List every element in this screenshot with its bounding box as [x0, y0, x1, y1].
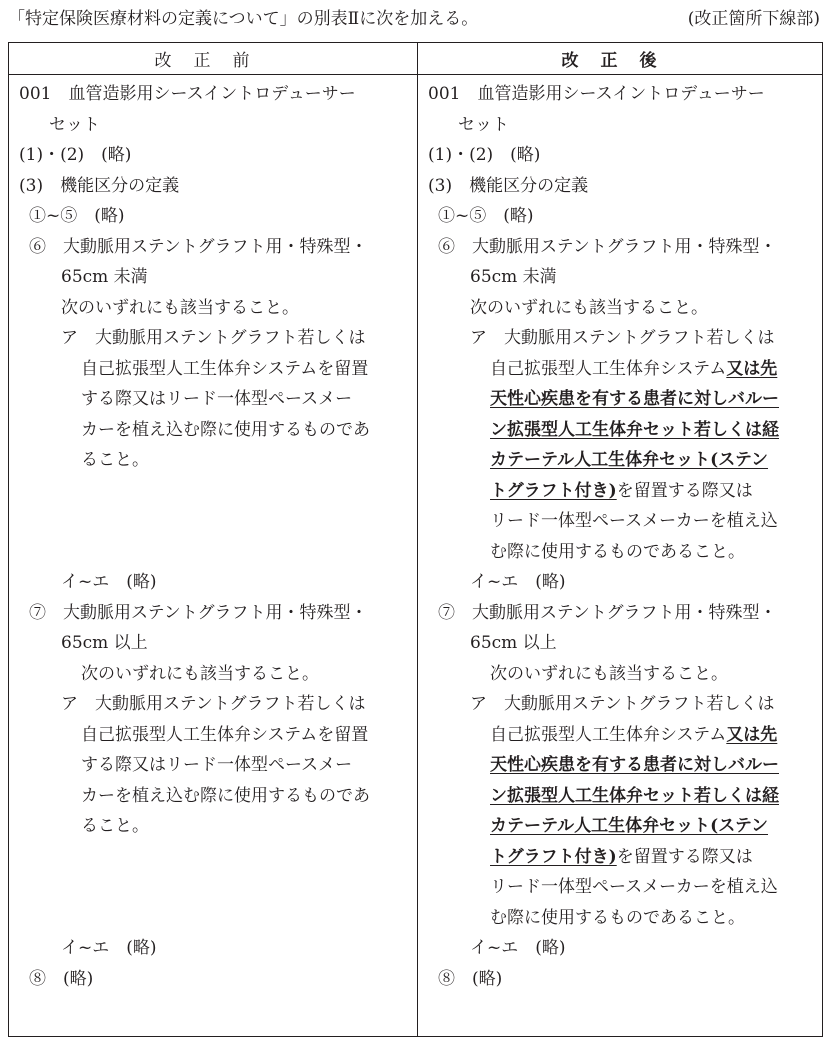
before-line: (3) 機能区分の定義: [19, 175, 180, 196]
after-line: む際に使用するものであること。: [490, 907, 745, 928]
after-line: [418, 750, 822, 781]
after-line: ⑦ 大動脈用ステントグラフト用・特殊型・: [438, 602, 777, 623]
after-column-header: 改正後: [418, 43, 823, 75]
header-row: [9, 43, 823, 75]
after-line: ①~⑤ (略): [438, 206, 534, 226]
after-line: (1)・(2) (略): [428, 145, 541, 165]
blank-gap: [9, 842, 417, 873]
after-line: イ~エ (略): [470, 572, 566, 592]
blank-gap: [9, 506, 417, 537]
amendment-note: (改正箇所下線部): [687, 9, 820, 29]
after-line: [418, 842, 822, 873]
amended-text: ン拡張型人工生体弁セット若しくは経: [490, 785, 779, 806]
after-line: 次のいずれにも該当すること。: [470, 297, 708, 318]
before-line: カーを植え込む際に使用するものであ: [81, 419, 370, 440]
before-line: 次のいずれにも該当すること。: [61, 297, 299, 318]
after-line: リード一体型ペースメーカーを植え込: [490, 877, 778, 897]
after-line: [418, 811, 822, 842]
before-line: 自己拡張型人工生体弁システムを留置: [81, 724, 369, 745]
after-line: (3) 機能区分の定義: [428, 175, 589, 196]
after-line: 65cm 未満: [470, 267, 557, 287]
comparison-table: [8, 42, 823, 1037]
before-line: ①~⑤ (略): [29, 206, 125, 226]
after-text: を留置する際又は: [616, 480, 753, 501]
before-line: ⑧ (略): [29, 968, 94, 989]
blank-gap: [9, 537, 417, 568]
after-line: [418, 445, 822, 476]
after-line: 65cm 以上: [470, 633, 557, 653]
amendment-instruction: 「特定保険医療材料の定義について」の別表Ⅱに次を加える。: [8, 9, 479, 29]
after-text: 自己拡張型人工生体弁システム: [490, 724, 727, 745]
after-line: ア 大動脈用ステントグラフト若しくは: [470, 694, 775, 714]
amended-text: トグラフト付き): [490, 480, 617, 501]
before-line: ること。: [81, 816, 149, 836]
after-line: リード一体型ペースメーカーを植え込: [490, 511, 778, 531]
after-line: ア 大動脈用ステントグラフト若しくは: [470, 328, 775, 348]
amended-text: 又は先: [726, 724, 778, 745]
before-line: イ~エ (略): [61, 572, 157, 592]
before-line: カーを植え込む際に使用するものであ: [81, 785, 370, 806]
before-line: ア 大動脈用ステントグラフト若しくは: [61, 694, 366, 714]
before-line: する際又はリード一体型ペースメー: [81, 389, 353, 409]
amended-text: 天性心疾患を有する患者に対しバルー: [490, 755, 779, 775]
before-line: 自己拡張型人工生体弁システムを留置: [81, 358, 369, 379]
before-column-header: 改正前: [9, 43, 418, 75]
after-line: む際に使用するものであること。: [490, 541, 745, 562]
after-text: 自己拡張型人工生体弁システム: [490, 358, 727, 379]
after-line: セット: [458, 114, 509, 135]
after-line: [418, 476, 822, 507]
after-line: [418, 354, 822, 385]
before-line: ⑥ 大動脈用ステントグラフト用・特殊型・: [29, 236, 368, 257]
after-line: 次のいずれにも該当すること。: [490, 663, 728, 684]
amended-text: カテーテル人工生体弁セット(ステン: [490, 816, 769, 836]
before-line: ⑦ 大動脈用ステントグラフト用・特殊型・: [29, 602, 368, 623]
before-line: 65cm 未満: [61, 267, 148, 287]
before-line: ア 大動脈用ステントグラフト若しくは: [61, 328, 366, 348]
before-line: ること。: [81, 450, 149, 470]
intro-line: [8, 6, 820, 32]
before-column: [9, 75, 418, 1037]
after-line: ⑧ (略): [438, 968, 503, 989]
amended-text: ン拡張型人工生体弁セット若しくは経: [490, 419, 779, 440]
after-line: [418, 781, 822, 812]
before-line: する際又はリード一体型ペースメー: [81, 755, 353, 775]
before-line: イ~エ (略): [61, 938, 157, 958]
after-line: イ~エ (略): [470, 938, 566, 958]
blank-gap: [9, 872, 417, 903]
after-line: [418, 720, 822, 751]
blank-gap: [9, 903, 417, 934]
after-column: [418, 75, 823, 1037]
amended-text: 又は先: [726, 358, 778, 379]
before-line: 次のいずれにも該当すること。: [81, 663, 319, 684]
after-line: ⑥ 大動脈用ステントグラフト用・特殊型・: [438, 236, 777, 257]
before-line: 65cm 以上: [61, 633, 148, 653]
after-line: [418, 384, 822, 415]
blank-gap: [9, 476, 417, 507]
before-line: 001 血管造影用シースイントロデューサー: [19, 84, 356, 104]
before-line: (1)・(2) (略): [19, 145, 132, 165]
after-line: 001 血管造影用シースイントロデューサー: [428, 84, 765, 104]
amended-text: カテーテル人工生体弁セット(ステン: [490, 450, 769, 470]
before-line: セット: [49, 114, 100, 135]
body-row: [9, 75, 823, 1037]
amended-text: トグラフト付き): [490, 846, 617, 867]
after-text: を留置する際又は: [616, 846, 753, 867]
after-line: [418, 415, 822, 446]
amended-text: 天性心疾患を有する患者に対しバルー: [490, 389, 779, 409]
